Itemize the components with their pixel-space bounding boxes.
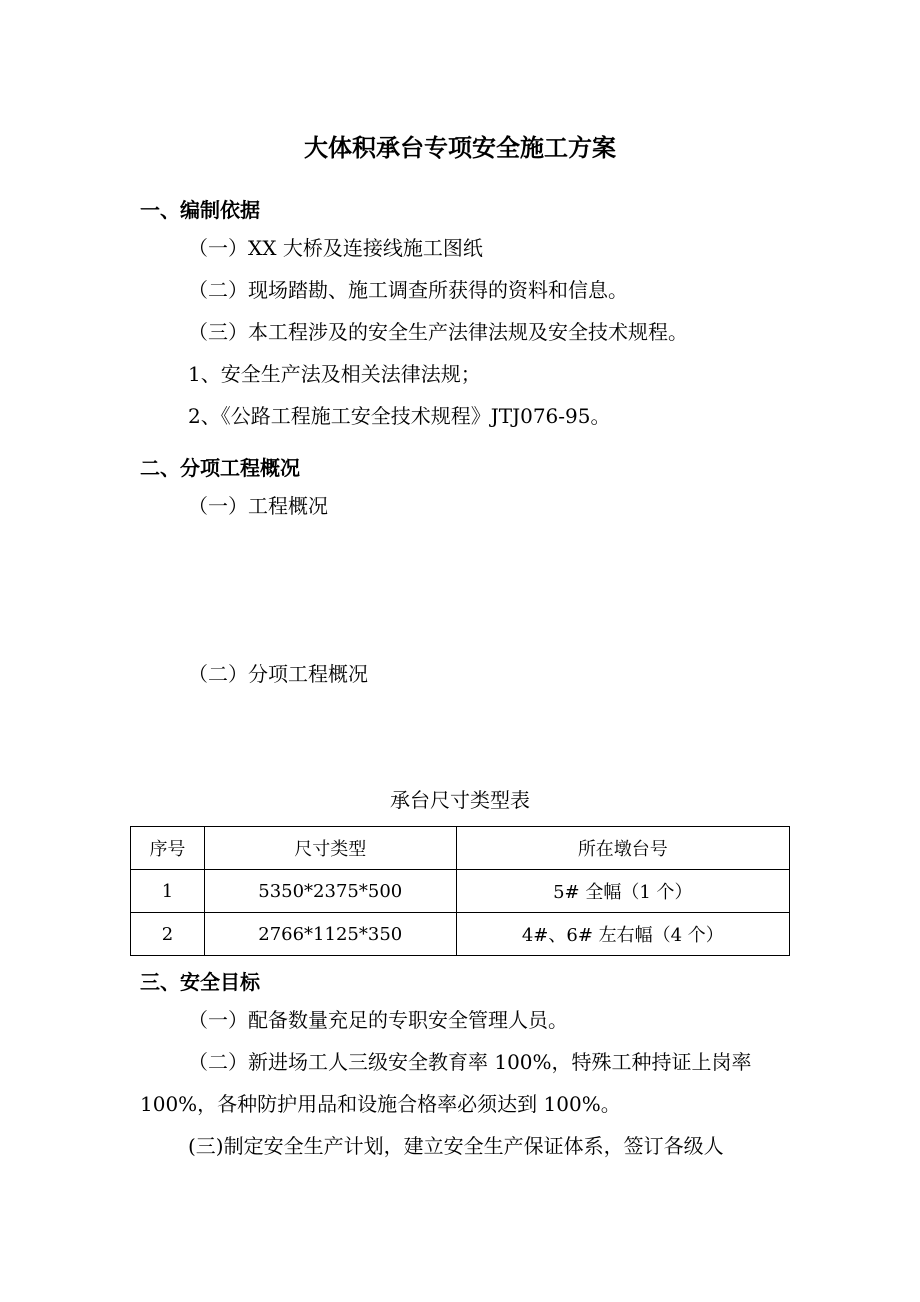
table-cell: 2766*1125*350 <box>204 913 456 956</box>
paragraph: （三）本工程涉及的安全生产法律法规及安全技术规程。 <box>188 320 688 344</box>
pile-cap-size-table <box>130 826 790 956</box>
table-cell: 4#、6# 左右幅（4 个） <box>456 913 789 956</box>
paragraph: (三)制定安全生产计划，建立安全生产保证体系，签订各级人 <box>188 1134 724 1158</box>
table-header-cell: 尺寸类型 <box>204 827 456 870</box>
table-caption: 承台尺寸类型表 <box>390 788 530 812</box>
paragraph: 100%，各种防护用品和设施合格率必须达到 100%。 <box>140 1092 621 1116</box>
table-header-cell: 序号 <box>131 827 205 870</box>
table-cell: 5350*2375*500 <box>204 870 456 913</box>
table-header-row <box>131 827 790 870</box>
table-header-cell: 所在墩台号 <box>456 827 789 870</box>
paragraph: 2、《公路工程施工安全技术规程》JTJ076-95。 <box>188 404 611 428</box>
section-heading: 二、分项工程概况 <box>140 456 300 480</box>
table-row <box>131 870 790 913</box>
table-row <box>131 913 790 956</box>
paragraph: （二）新进场工人三级安全教育率 100%，特殊工种持证上岗率 <box>188 1050 752 1074</box>
section-heading: 一、编制依据 <box>140 198 260 222</box>
paragraph: （二）现场踏勘、施工调查所获得的资料和信息。 <box>188 278 628 302</box>
table-cell: 5# 全幅（1 个） <box>456 870 789 913</box>
table-cell: 2 <box>131 913 205 956</box>
table-cell: 1 <box>131 870 205 913</box>
paragraph: （一）XX 大桥及连接线施工图纸 <box>188 236 483 260</box>
paragraph: （二）分项工程概况 <box>188 662 368 686</box>
paragraph: （一）工程概况 <box>188 494 328 518</box>
paragraph: （一）配备数量充足的专职安全管理人员。 <box>188 1008 568 1032</box>
document-title: 大体积承台专项安全施工方案 <box>304 133 616 162</box>
section-heading: 三、安全目标 <box>140 970 260 994</box>
paragraph: 1、安全生产法及相关法律法规； <box>188 362 481 386</box>
